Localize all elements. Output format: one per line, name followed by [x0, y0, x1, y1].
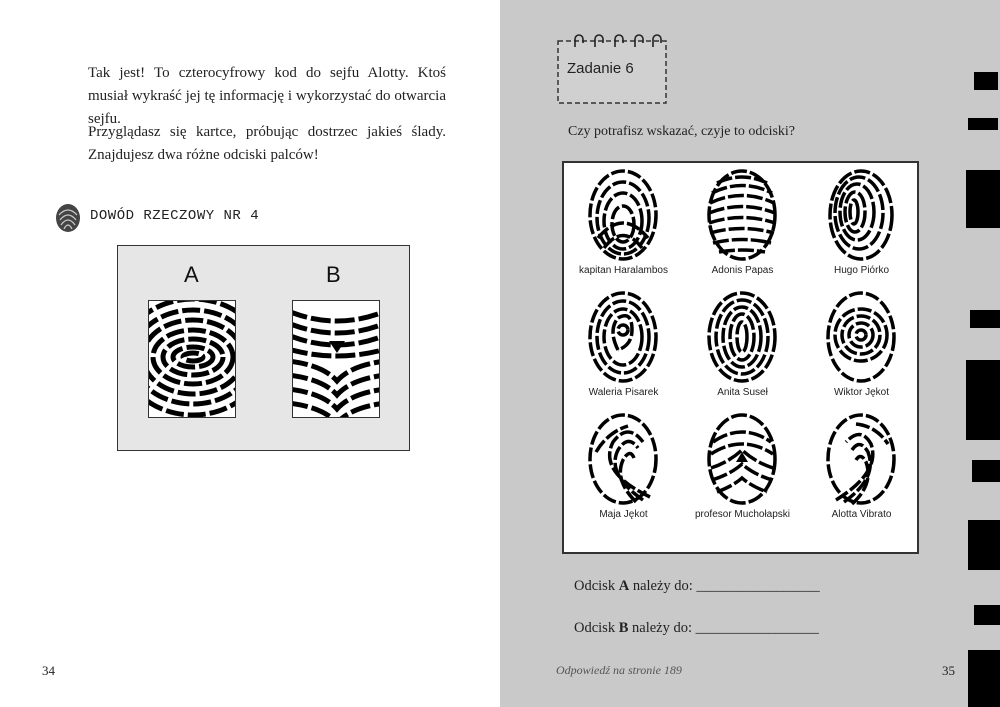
person-name: profesor Muchołapski	[694, 509, 791, 520]
fingerprint-5-icon	[707, 290, 777, 385]
fingerprint-1-icon	[588, 168, 658, 263]
fingerprint-card	[564, 285, 683, 405]
story-paragraph-1: Tak jest! To czterocyfrowy kod do sejfu Alotty. Ktoś musiał wykraść jej tę informację i wykorzystać do otwarcia sejfu.	[88, 65, 446, 127]
fingerprint-2-icon	[707, 168, 777, 263]
fingerprint-card	[802, 163, 921, 283]
answer-b-blank[interactable]: _________________	[695, 620, 819, 636]
fingerprint-7-icon	[588, 412, 658, 507]
evidence-card	[117, 245, 410, 451]
answer-line-b	[574, 620, 819, 637]
fingerprint-card	[683, 407, 802, 527]
fingerprint-9-icon	[826, 412, 896, 507]
fingerprint-card	[802, 407, 921, 527]
fingerprint-card	[564, 163, 683, 283]
fingerprint-b-icon	[292, 300, 380, 418]
person-name: kapitan Haralambos	[579, 265, 668, 276]
fingerprint-icon	[55, 203, 81, 233]
answer-b-prefix: Odcisk	[574, 620, 619, 636]
answer-a-suffix: należy do:	[629, 578, 697, 594]
fingerprint-3-icon	[826, 168, 896, 263]
fingerprint-card	[802, 285, 921, 405]
fingerprint-grid	[562, 161, 919, 554]
answer-a-prefix: Odcisk	[574, 578, 619, 594]
fingerprint-card	[683, 285, 802, 405]
task-label: Zadanie 6	[567, 60, 634, 77]
person-name: Anita Suseł	[717, 387, 768, 398]
person-name: Waleria Pisarek	[588, 387, 659, 398]
label-b: B	[326, 262, 341, 287]
story-paragraph-2: Przyglądasz się kartce, próbując dostrzec jakieś ślady. Znajdujesz dwa różne odciski palców!	[88, 124, 446, 163]
question-text: Czy potrafisz wskazać, czyje to odciski?	[568, 124, 796, 139]
answer-page-hint: Odpowiedź na stronie 189	[556, 663, 682, 677]
evidence-title: DOWÓD RZECZOWY NR 4	[90, 208, 260, 224]
answer-b-letter: B	[618, 620, 629, 636]
person-name: Adonis Papas	[711, 265, 774, 276]
page-number-right: 35	[942, 663, 955, 678]
person-name: Alotta Vibrato	[831, 509, 892, 520]
answer-a-blank[interactable]: _________________	[696, 578, 820, 594]
person-name: Hugo Piórko	[833, 265, 890, 276]
fingerprint-a-icon	[148, 300, 236, 418]
label-a: A	[184, 262, 199, 287]
fingerprint-6-icon	[826, 290, 896, 385]
edge-decoration	[962, 60, 1000, 707]
person-name: Maja Jękot	[599, 509, 648, 520]
fingerprint-8-icon	[707, 412, 777, 507]
answer-line-a	[574, 578, 820, 595]
fingerprint-card	[683, 163, 802, 283]
fingerprint-4-icon	[588, 290, 658, 385]
answer-a-letter: A	[618, 578, 630, 594]
person-name: Wiktor Jękot	[833, 387, 889, 398]
fingerprint-card	[564, 407, 683, 527]
page-number-left: 34	[42, 663, 55, 678]
answer-b-suffix: należy do:	[628, 620, 696, 636]
